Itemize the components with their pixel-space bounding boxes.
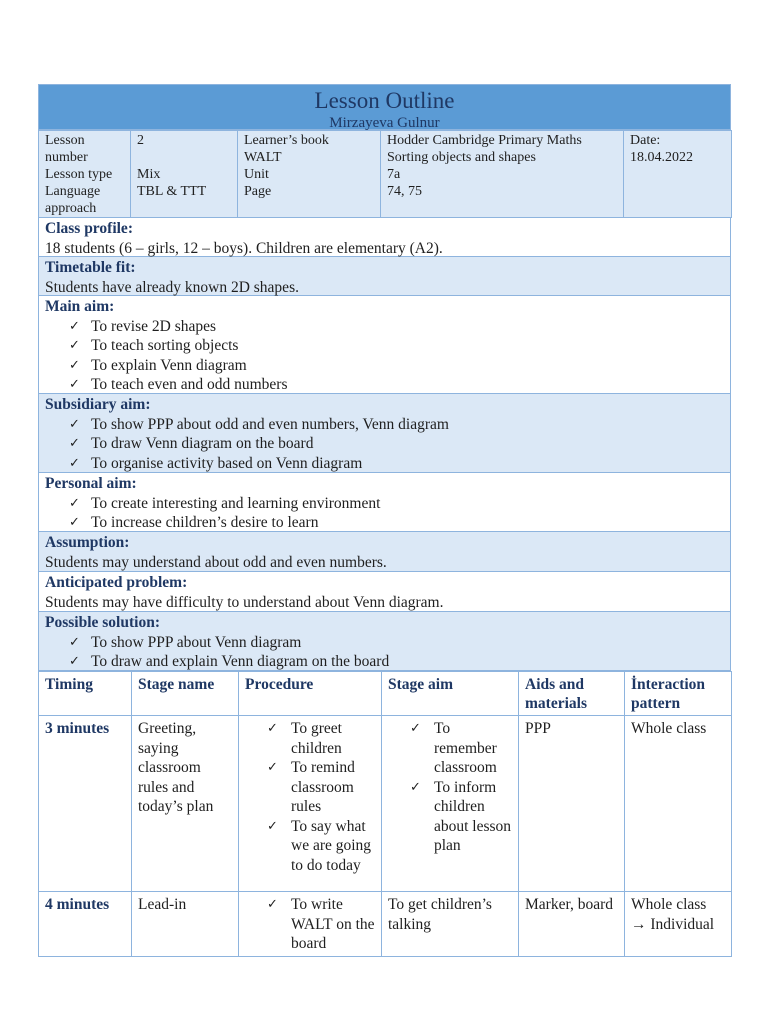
list-item: ✓ To remember classroom <box>410 719 512 778</box>
lesson-outline <box>38 84 731 957</box>
personal-aim-heading: Personal aim: <box>45 475 137 492</box>
book-labels <box>238 131 381 218</box>
row-aids: Marker, board <box>519 892 625 957</box>
date-value: 18.04.2022 <box>630 150 693 165</box>
language-approach-value: TBL & TTT <box>137 184 207 199</box>
walt-label: WALT <box>244 150 282 165</box>
list-item: ✓ To draw and explain Venn diagram on the board <box>69 652 724 672</box>
list-item: ✓ To draw Venn diagram on the board <box>69 434 724 454</box>
header-timing: Timing <box>39 672 132 716</box>
row-timing: 3 minutes <box>39 716 132 892</box>
row-timing: 4 minutes <box>39 892 132 957</box>
assumption-text: Students may understand about odd and even numbers. <box>45 553 387 571</box>
row-stage-name: Lead-in <box>132 892 239 957</box>
row-aids: PPP <box>519 716 625 892</box>
row-interaction: Whole class → Individual <box>625 892 732 957</box>
learners-book-label: Learner’s book <box>244 133 329 148</box>
assumption-heading: Assumption: <box>45 534 130 551</box>
personal-aim-list <box>45 494 724 533</box>
row-interaction: Whole class <box>625 716 732 892</box>
header-interaction: İnteraction pattern <box>625 672 732 716</box>
class-profile-heading: Class profile: <box>45 220 133 237</box>
outline-header <box>38 84 731 130</box>
timetable-fit-text: Students have already known 2D shapes. <box>45 278 299 296</box>
list-item: ✓ To create interesting and learning environment <box>69 494 724 514</box>
list-item: ✓ To write WALT on the board <box>267 895 375 954</box>
assumption-section <box>38 532 731 572</box>
main-aim-section <box>38 296 731 394</box>
lesson-plan-table <box>38 671 732 957</box>
page-value: 74, 75 <box>387 184 422 199</box>
author-name: Mirzayeva Gulnur <box>329 115 440 131</box>
header-aids: Aids and materials <box>519 672 625 716</box>
row-stage-aim: To get children’s talking <box>382 892 519 957</box>
anticipated-problem-heading: Anticipated problem: <box>45 574 188 591</box>
book-values <box>381 131 624 218</box>
timetable-fit-heading: Timetable fit: <box>45 259 136 276</box>
list-item: ✓ To greet children <box>267 719 375 758</box>
anticipated-problem-section <box>38 572 731 612</box>
row-stage-name: Greeting, saying classroom rules and today’s plan <box>132 716 239 892</box>
unit-value: 7a <box>387 167 401 182</box>
list-item: ✓ To show PPP about Venn diagram <box>69 633 724 653</box>
date-label: Date: <box>630 133 661 148</box>
lesson-number-value: 2 <box>137 133 144 148</box>
plan-header-row <box>39 672 732 716</box>
list-item: ✓ To explain Venn diagram <box>69 356 724 376</box>
page-label: Page <box>244 184 272 199</box>
row-procedure <box>239 716 382 892</box>
list-item: ✓ To show PPP about odd and even numbers, Venn diagram <box>69 415 724 435</box>
class-profile-text: 18 students (6 – girls, 12 – boys). Children are elementary (A2). <box>45 239 443 257</box>
language-approach-label: Language approach <box>45 184 101 216</box>
subsidiary-aim-section <box>38 394 731 473</box>
info-values <box>131 131 238 218</box>
header-stage-name: Stage name <box>132 672 239 716</box>
table-row <box>39 892 732 957</box>
lesson-info-table <box>38 130 732 218</box>
walt-value: Sorting objects and shapes <box>387 150 536 165</box>
main-aim-heading: Main aim: <box>45 298 115 315</box>
lesson-type-value: Mix <box>137 167 161 182</box>
possible-solution-heading: Possible solution: <box>45 614 160 631</box>
subsidiary-aim-heading: Subsidiary aim: <box>45 396 151 413</box>
main-aim-list <box>45 317 724 395</box>
lesson-type-label: Lesson type <box>45 167 113 182</box>
header-stage-aim: Stage aim <box>382 672 519 716</box>
list-item: ✓ To teach sorting objects <box>69 336 724 356</box>
book-title: Hodder Cambridge Primary Maths <box>387 133 582 148</box>
list-item: ✓ To say what we are going to do today <box>267 817 375 876</box>
list-item: ✓ To increase children’s desire to learn <box>69 513 724 533</box>
personal-aim-section <box>38 473 731 532</box>
timetable-fit-section <box>38 257 731 296</box>
list-item: ✓ To organise activity based on Venn diagram <box>69 454 724 474</box>
subsidiary-aim-list <box>45 415 724 474</box>
date-cell <box>624 131 732 218</box>
list-item: ✓ To remind classroom rules <box>267 758 375 817</box>
info-labels <box>39 131 131 218</box>
possible-solution-list <box>45 633 724 672</box>
row-stage-aim <box>382 716 519 892</box>
lesson-number-label: Lesson number <box>45 133 88 165</box>
class-profile-section <box>38 218 731 257</box>
possible-solution-section <box>38 612 731 671</box>
table-row <box>39 716 732 892</box>
header-procedure: Procedure <box>239 672 382 716</box>
unit-label: Unit <box>244 167 269 182</box>
list-item: ✓ To inform children about lesson plan <box>410 778 512 856</box>
row-procedure <box>239 892 382 957</box>
list-item: ✓ To teach even and odd numbers <box>69 375 724 395</box>
page-title: Lesson Outline <box>314 88 455 113</box>
list-item: ✓ To revise 2D shapes <box>69 317 724 337</box>
anticipated-problem-text: Students may have difficulty to understand about Venn diagram. <box>45 593 444 611</box>
